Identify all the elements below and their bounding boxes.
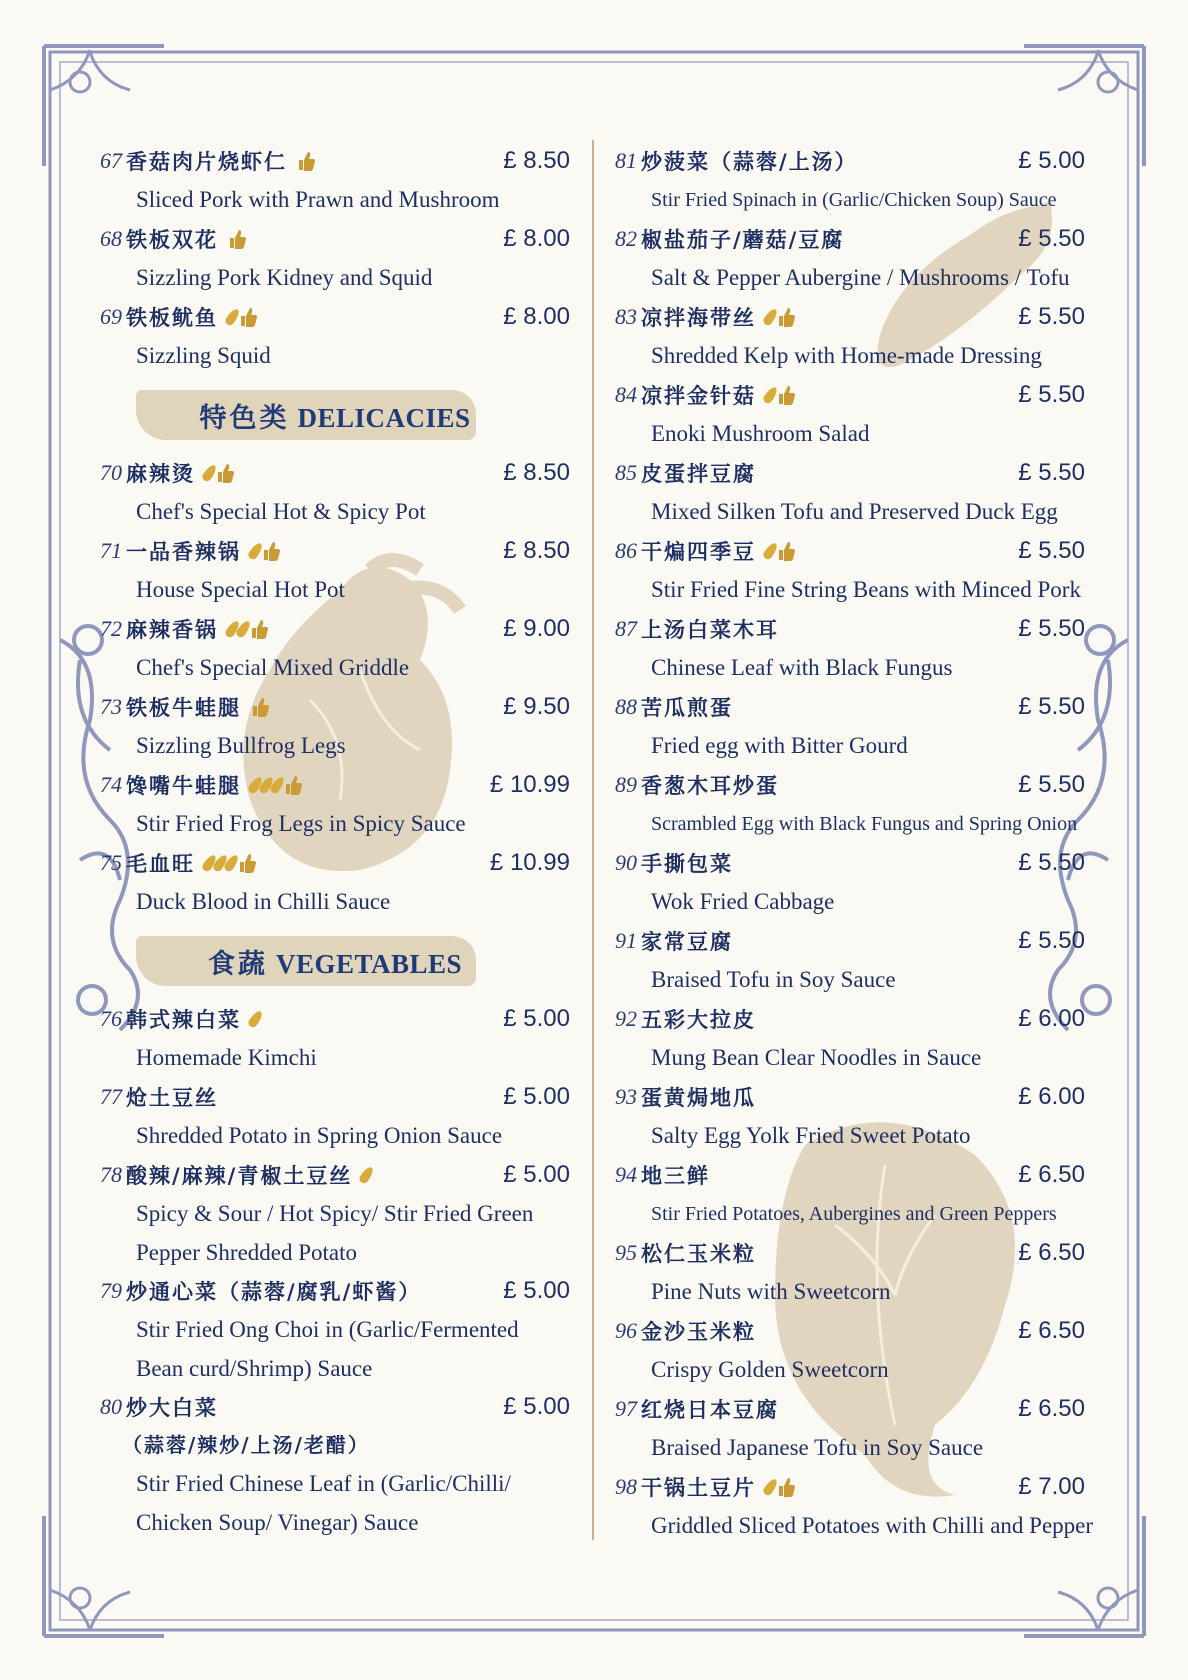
item-price: £ 8.50: [503, 147, 570, 174]
item-english-name: Chef's Special Hot & Spicy Pot: [136, 499, 426, 524]
item-chinese-name: 馋嘴牛蛙腿: [126, 774, 241, 798]
menu-item: [615, 1078, 1085, 1156]
item-number: 92: [615, 1006, 637, 1031]
item-chinese-name: 麻辣烫: [126, 462, 195, 486]
thumbs-up-icon: [239, 307, 257, 327]
menu-item-header: [100, 454, 570, 492]
section-title: [199, 396, 470, 435]
item-number: 76: [100, 1006, 122, 1031]
menu-item: [615, 298, 1085, 376]
item-number: 70: [100, 460, 122, 485]
item-english-name: Stir Fried Fine String Beans with Minced Pork: [651, 577, 1081, 602]
item-number: 79: [100, 1278, 122, 1303]
item-english-name: Sizzling Pork Kidney and Squid: [136, 265, 433, 290]
item-english-name: Stir Fried Frog Legs in Spicy Sauce: [136, 811, 466, 836]
menu-item-header: [615, 142, 1085, 180]
item-number: 91: [615, 928, 637, 953]
item-english-name: Salty Egg Yolk Fried Sweet Potato: [651, 1123, 971, 1148]
item-price: £ 5.50: [1018, 615, 1085, 642]
item-chinese-name: 麻辣香锅: [126, 618, 218, 642]
item-chinese-name: 地三鲜: [641, 1164, 710, 1188]
item-price: £ 5.50: [1018, 849, 1085, 876]
menu-item-header: [615, 688, 1085, 726]
item-number: 95: [615, 1240, 637, 1265]
menu-item-header: [100, 1000, 570, 1038]
item-chinese-name: 一品香辣锅: [126, 540, 241, 564]
item-price: £ 5.50: [1018, 225, 1085, 252]
chili-icon: [358, 1165, 376, 1185]
item-number: 89: [615, 772, 637, 797]
item-price: £ 6.50: [1018, 1395, 1085, 1422]
item-english-name: Pepper Shredded Potato: [136, 1240, 358, 1265]
item-price: £ 5.00: [1018, 147, 1085, 174]
item-english-name: Stir Fried Chinese Leaf in (Garlic/Chilli/: [136, 1471, 511, 1496]
menu-item-header: [615, 376, 1085, 414]
item-price: £ 5.50: [1018, 537, 1085, 564]
item-rating-icons: [251, 775, 302, 795]
menu-item-header: [100, 688, 570, 726]
menu-item-header: [100, 142, 570, 180]
menu-item-header: [100, 220, 570, 258]
thumbs-up-icon: [250, 619, 268, 639]
item-number: 87: [615, 616, 637, 641]
section-title-english: DELICACIES: [297, 402, 471, 433]
item-rating-icons: [362, 1166, 373, 1184]
item-english-name: Stir Fried Potatoes, Aubergines and Green Peppers: [651, 1203, 1057, 1225]
item-chinese-name: 松仁玉米粒: [641, 1242, 756, 1266]
item-price: £ 7.00: [1018, 1473, 1085, 1500]
thumbs-up-icon: [297, 151, 315, 171]
item-number: 94: [615, 1162, 637, 1187]
item-chinese-name: 炝土豆丝: [126, 1086, 218, 1110]
item-price: £ 10.99: [489, 771, 570, 798]
item-chinese-name: 炒大白菜: [126, 1396, 218, 1420]
menu-item-header: [615, 220, 1085, 258]
item-chinese-name: 韩式辣白菜: [126, 1008, 241, 1032]
section-header: [100, 922, 570, 1000]
menu-item: [615, 1390, 1085, 1468]
item-price: £ 5.50: [1018, 459, 1085, 486]
menu-item-header: [100, 298, 570, 336]
item-price: £ 5.00: [503, 1161, 570, 1188]
item-number: 98: [615, 1474, 637, 1499]
thumbs-up-icon: [262, 541, 280, 561]
thumbs-up-icon: [251, 697, 269, 717]
item-chinese-name: 五彩大拉皮: [641, 1008, 756, 1032]
chili-icon: [247, 1009, 265, 1029]
section-title-chinese: 特色类: [199, 402, 290, 434]
item-rating-icons: [766, 541, 795, 561]
menu-item-header: [615, 922, 1085, 960]
menu-item: [100, 454, 570, 532]
menu-item: [100, 844, 570, 922]
menu-item: [615, 844, 1085, 922]
item-english-name: Duck Blood in Chilli Sauce: [136, 889, 391, 914]
item-number: 93: [615, 1084, 637, 1109]
menu-item-header: [100, 610, 570, 648]
menu-item-header: [100, 844, 570, 882]
item-price: £ 5.00: [503, 1393, 570, 1420]
item-chinese-options: （蒜蓉/辣炒/上汤/老醋）: [122, 1433, 370, 1457]
item-price: £ 6.00: [1018, 1083, 1085, 1110]
item-rating-icons: [228, 307, 257, 327]
menu-item-header: [100, 532, 570, 570]
section-title-english: VEGETABLES: [275, 948, 463, 979]
item-number: 68: [100, 226, 122, 251]
menu-item: [615, 1000, 1085, 1078]
menu-item: [615, 1234, 1085, 1312]
item-number: 88: [615, 694, 637, 719]
item-rating-icons: [228, 619, 268, 639]
item-number: 81: [615, 148, 637, 173]
item-number: 67: [100, 148, 122, 173]
item-price: £ 6.00: [1018, 1005, 1085, 1032]
item-chinese-name: 家常豆腐: [641, 930, 733, 954]
item-english-name: Fried egg with Bitter Gourd: [651, 733, 908, 758]
item-english-name: Mung Bean Clear Noodles in Sauce: [651, 1045, 982, 1070]
menu-item-header: [100, 1388, 570, 1426]
menu-item: [615, 376, 1085, 454]
menu-item: [615, 1156, 1085, 1234]
item-number: 71: [100, 538, 122, 563]
menu-item-header: [615, 1156, 1085, 1194]
item-chinese-name: 凉拌海带丝: [641, 306, 756, 330]
left-column: [100, 142, 570, 1542]
item-rating-icons: [251, 541, 280, 561]
menu-item-header: [100, 1272, 570, 1310]
menu-item: [100, 1388, 570, 1542]
menu-item: [100, 220, 570, 298]
item-english-name: Mixed Silken Tofu and Preserved Duck Egg: [651, 499, 1058, 524]
thumbs-up-icon: [238, 853, 256, 873]
item-english-name: Braised Tofu in Soy Sauce: [651, 967, 896, 992]
item-number: 85: [615, 460, 637, 485]
menu-item: [100, 532, 570, 610]
item-english-name: Enoki Mushroom Salad: [651, 421, 870, 446]
item-chinese-name: 酸辣/麻辣/青椒土豆丝: [126, 1164, 353, 1188]
item-english-name: Salt & Pepper Aubergine / Mushrooms / Tofu: [651, 265, 1070, 290]
item-chinese-name: 铁板牛蛙腿: [126, 696, 241, 720]
item-chinese-name: 蛋黄焗地瓜: [641, 1086, 756, 1110]
item-chinese-name: 椒盐茄子/蘑菇/豆腐: [641, 228, 845, 252]
item-rating-icons: [251, 697, 269, 717]
menu-item-header: [615, 1078, 1085, 1116]
section-title-chinese: 食蔬: [207, 948, 268, 980]
menu-item: [615, 220, 1085, 298]
item-price: £ 5.50: [1018, 927, 1085, 954]
item-rating-icons: [766, 385, 795, 405]
column-divider: [592, 140, 594, 1540]
item-english-name: Shredded Kelp with Home-made Dressing: [651, 343, 1042, 368]
thumbs-up-icon: [777, 385, 795, 405]
item-english-name: Bean curd/Shrimp) Sauce: [136, 1356, 373, 1381]
thumbs-up-icon: [777, 541, 795, 561]
item-english-name: Chicken Soup/ Vinegar) Sauce: [136, 1510, 419, 1535]
menu-item: [615, 454, 1085, 532]
item-price: £ 6.50: [1018, 1317, 1085, 1344]
item-chinese-name: 炒菠菜（蒜蓉/上汤）: [641, 150, 858, 174]
menu-item-header: [615, 298, 1085, 336]
item-rating-icons: [766, 1477, 795, 1497]
item-price: £ 6.50: [1018, 1239, 1085, 1266]
menu-item-header: [100, 766, 570, 804]
item-price: £ 10.99: [489, 849, 570, 876]
item-price: £ 9.00: [503, 615, 570, 642]
menu-item: [100, 298, 570, 376]
menu-item-header: [615, 1234, 1085, 1272]
menu-item-header: [615, 1468, 1085, 1506]
item-price: £ 8.00: [503, 303, 570, 330]
menu-item: [100, 766, 570, 844]
item-chinese-name: 皮蛋拌豆腐: [641, 462, 756, 486]
item-english-name: Stir Fried Ong Choi in (Garlic/Fermented: [136, 1317, 519, 1342]
menu-item: [615, 532, 1085, 610]
item-price: £ 6.50: [1018, 1161, 1085, 1188]
menu-item: [100, 1156, 570, 1272]
item-number: 82: [615, 226, 637, 251]
item-chinese-name: 铁板双花: [126, 228, 218, 252]
item-number: 73: [100, 694, 122, 719]
item-number: 84: [615, 382, 637, 407]
item-price: £ 5.50: [1018, 303, 1085, 330]
item-english-name: Chinese Leaf with Black Fungus: [651, 655, 953, 680]
item-price: £ 8.50: [503, 459, 570, 486]
menu-item: [615, 922, 1085, 1000]
item-chinese-name: 金沙玉米粒: [641, 1320, 756, 1344]
item-chinese-name: 香菇肉片烧虾仁: [126, 150, 287, 174]
menu-item: [615, 766, 1085, 844]
item-number: 80: [100, 1394, 122, 1419]
item-chinese-name: 上汤白菜木耳: [641, 618, 779, 642]
menu-item-header: [615, 766, 1085, 804]
thumbs-up-icon: [777, 1477, 795, 1497]
item-chinese-name: 毛血旺: [126, 852, 195, 876]
menu-item: [100, 1078, 570, 1156]
item-price: £ 5.00: [503, 1083, 570, 1110]
item-english-name: Sizzling Squid: [136, 343, 271, 368]
menu-item-header: [615, 1390, 1085, 1428]
item-rating-icons: [251, 1010, 262, 1028]
menu-item: [100, 1272, 570, 1388]
item-number: 74: [100, 772, 122, 797]
item-english-name: Sizzling Bullfrog Legs: [136, 733, 346, 758]
item-price: £ 9.50: [503, 693, 570, 720]
menu-item-header: [100, 1078, 570, 1116]
menu-item-header: [615, 1312, 1085, 1350]
item-chinese-name: 手撕包菜: [641, 852, 733, 876]
item-chinese-name: 香葱木耳炒蛋: [641, 774, 779, 798]
item-rating-icons: [205, 463, 234, 483]
menu-item: [615, 1468, 1094, 1546]
item-chinese-name: 铁板鱿鱼: [126, 306, 218, 330]
item-english-name: Griddled Sliced Potatoes with Chilli and Pepper: [651, 1513, 1094, 1538]
item-rating-icons: [205, 853, 256, 873]
item-english-name: Pine Nuts with Sweetcorn: [651, 1279, 891, 1304]
item-chinese-name: 红烧日本豆腐: [641, 1398, 779, 1422]
menu-item-header: [615, 454, 1085, 492]
item-chinese-name: 炒通心菜（蒜蓉/腐乳/虾酱）: [126, 1280, 422, 1304]
item-number: 72: [100, 616, 122, 641]
item-english-name: Sliced Pork with Prawn and Mushroom: [136, 187, 500, 212]
menu-item-header: [615, 1000, 1085, 1038]
item-rating-icons: [228, 229, 246, 249]
menu-item: [615, 688, 1085, 766]
item-number: 77: [100, 1084, 122, 1109]
menu-item: [100, 610, 570, 688]
item-price: £ 8.00: [503, 225, 570, 252]
item-number: 97: [615, 1396, 637, 1421]
thumbs-up-icon: [228, 229, 246, 249]
item-price: £ 8.50: [503, 537, 570, 564]
thumbs-up-icon: [777, 307, 795, 327]
item-english-name: Homemade Kimchi: [136, 1045, 317, 1070]
item-number: 75: [100, 850, 122, 875]
item-price: £ 5.50: [1018, 693, 1085, 720]
menu-item-header: [615, 532, 1085, 570]
section-title: [208, 942, 462, 981]
menu-item: [615, 1312, 1085, 1390]
menu-item-header: [615, 844, 1085, 882]
item-english-name: Chef's Special Mixed Griddle: [136, 655, 410, 680]
thumbs-up-icon: [216, 463, 234, 483]
menu-item-header: [100, 1156, 570, 1194]
item-chinese-name: 凉拌金针菇: [641, 384, 756, 408]
item-chinese-name: 苦瓜煎蛋: [641, 696, 733, 720]
item-english-name: Scrambled Egg with Black Fungus and Spring Onion: [651, 813, 1078, 835]
item-rating-icons: [297, 151, 315, 171]
item-number: 83: [615, 304, 637, 329]
menu-item: [615, 142, 1085, 220]
item-price: £ 5.00: [503, 1277, 570, 1304]
item-english-name: Braised Japanese Tofu in Soy Sauce: [651, 1435, 984, 1460]
thumbs-up-icon: [284, 775, 302, 795]
menu-item: [615, 610, 1085, 688]
item-chinese-name: 干煸四季豆: [641, 540, 756, 564]
item-english-name: Shredded Potato in Spring Onion Sauce: [136, 1123, 503, 1148]
item-price: £ 5.50: [1018, 771, 1085, 798]
item-price: £ 5.50: [1018, 381, 1085, 408]
item-number: 78: [100, 1162, 122, 1187]
item-number: 96: [615, 1318, 637, 1343]
item-english-name: Spicy & Sour / Hot Spicy/ Stir Fried Green: [136, 1201, 534, 1226]
item-english-name: Crispy Golden Sweetcorn: [651, 1357, 889, 1382]
item-number: 90: [615, 850, 637, 875]
menu-item-header: [615, 610, 1085, 648]
item-price: £ 5.00: [503, 1005, 570, 1032]
item-number: 69: [100, 304, 122, 329]
item-english-name: Wok Fried Cabbage: [651, 889, 835, 914]
menu-item: [100, 142, 570, 220]
item-english-name: House Special Hot Pot: [136, 577, 345, 602]
menu-item: [100, 688, 570, 766]
item-chinese-name: 干锅土豆片: [641, 1476, 756, 1500]
menu-item: [100, 1000, 570, 1078]
right-column: [615, 142, 1094, 1546]
item-rating-icons: [766, 307, 795, 327]
item-english-name: Stir Fried Spinach in (Garlic/Chicken Soup) Sauce: [651, 189, 1057, 211]
section-header: [100, 376, 570, 454]
item-number: 86: [615, 538, 637, 563]
